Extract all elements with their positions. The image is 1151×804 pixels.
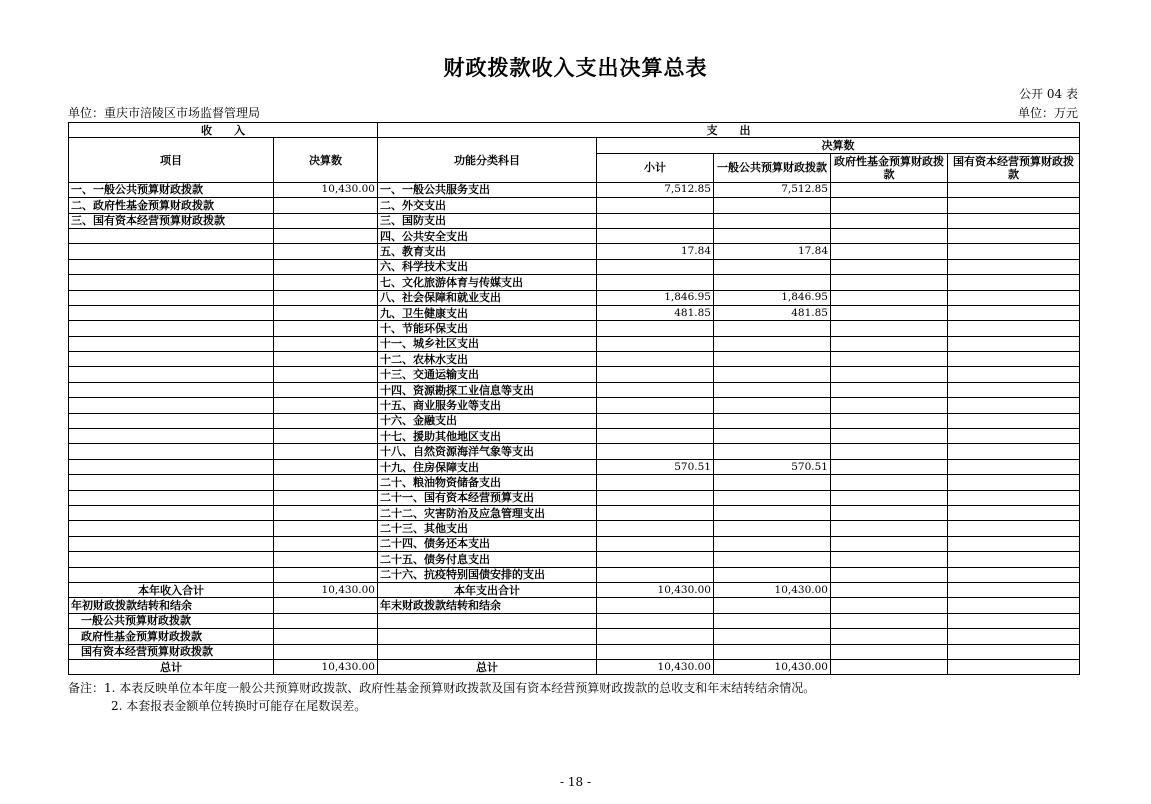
- carry-item-cell: [948, 644, 1080, 659]
- table-body: [69, 182, 1080, 675]
- expense-category: 二十五、债务付息支出: [378, 552, 597, 567]
- expense-gov-fund: [831, 259, 948, 274]
- expense-category: 总计: [378, 659, 597, 674]
- income-item: 二、政府性基金预算财政拨款: [69, 198, 274, 213]
- expense-category: 十三、交通运输支出: [378, 367, 597, 382]
- expense-category: 二十三、其他支出: [378, 521, 597, 536]
- table-row: [69, 305, 1080, 320]
- income-amount: [274, 490, 378, 505]
- expense-category: 十六、金融支出: [378, 413, 597, 428]
- carry-item-amount: [274, 629, 378, 644]
- expense-category: 十、节能环保支出: [378, 321, 597, 336]
- expense-state-capital: [948, 228, 1080, 243]
- expense-subtotal: [597, 444, 714, 459]
- expense-gov-fund: [831, 475, 948, 490]
- carry-item-label: 一般公共预算财政拨款: [69, 613, 274, 628]
- expense-category: 二十、粮油物资储备支出: [378, 475, 597, 490]
- table-row: [69, 259, 1080, 274]
- expense-gov-fund: [831, 182, 948, 197]
- carry-item-amount: [274, 644, 378, 659]
- expense-subtotal: 7,512.85: [597, 182, 714, 197]
- income-amount: [274, 290, 378, 305]
- final-amount-header: 决算数: [274, 138, 378, 182]
- expense-subtotal: [597, 213, 714, 228]
- income-amount: [274, 228, 378, 243]
- expense-gov-fund: [831, 429, 948, 444]
- income-item: [69, 352, 274, 367]
- carry-item-cell: [714, 644, 831, 659]
- expense-gov-fund: [831, 275, 948, 290]
- expense-general-public: [714, 275, 831, 290]
- income-amount: [274, 352, 378, 367]
- table-row: [69, 182, 1080, 197]
- expense-subtotal: 481.85: [597, 305, 714, 320]
- expense-state-capital: [948, 444, 1080, 459]
- table-row: [69, 213, 1080, 228]
- income-item: [69, 305, 274, 320]
- expense-gov-fund: [831, 321, 948, 336]
- carry-end-amount: [831, 598, 948, 613]
- expense-state-capital: [948, 244, 1080, 259]
- income-amount: [274, 552, 378, 567]
- expense-general-public: [714, 536, 831, 551]
- expense-state-capital: [948, 521, 1080, 536]
- income-amount: [274, 413, 378, 428]
- expense-general-public: [714, 444, 831, 459]
- expense-subtotal: 10,430.00: [597, 659, 714, 674]
- carry-item-cell: [948, 629, 1080, 644]
- expense-gov-fund: [831, 552, 948, 567]
- table-row: [69, 659, 1080, 674]
- expense-gov-fund: [831, 505, 948, 520]
- expense-state-capital: [948, 352, 1080, 367]
- expense-general-public: 481.85: [714, 305, 831, 320]
- expense-general-public: 570.51: [714, 459, 831, 474]
- notes: [68, 679, 815, 715]
- income-amount: [274, 305, 378, 320]
- general-public-header: 一般公共预算财政拨款: [714, 153, 831, 182]
- expense-state-capital: [948, 275, 1080, 290]
- expense-category: 二十二、灾害防治及应急管理支出: [378, 505, 597, 520]
- expense-state-capital: [948, 321, 1080, 336]
- income-item: [69, 382, 274, 397]
- expense-subtotal: 570.51: [597, 459, 714, 474]
- table-row: [69, 536, 1080, 551]
- expense-subtotal: [597, 490, 714, 505]
- expense-subtotal: 10,430.00: [597, 582, 714, 597]
- income-item: 一、一般公共预算财政拨款: [69, 182, 274, 197]
- carry-end-label: 年末财政拨款结转和结余: [378, 598, 597, 613]
- currency-unit: 单位：万元: [1017, 106, 1078, 120]
- income-amount: [274, 536, 378, 551]
- expense-general-public: [714, 213, 831, 228]
- expense-category: 四、公共安全支出: [378, 228, 597, 243]
- table-row: [69, 244, 1080, 259]
- expense-category: 七、文化旅游体育与传媒支出: [378, 275, 597, 290]
- income-item: 本年收入合计: [69, 582, 274, 597]
- expense-general-public: [714, 490, 831, 505]
- expense-subtotal: [597, 352, 714, 367]
- expense-category: 二十一、国有资本经营预算支出: [378, 490, 597, 505]
- carry-end-amount: [597, 598, 714, 613]
- category-header: 功能分类科目: [378, 138, 597, 182]
- expense-gov-fund: [831, 582, 948, 597]
- table-row: [69, 228, 1080, 243]
- expense-gov-fund: [831, 305, 948, 320]
- subtotal-header: 小计: [597, 153, 714, 182]
- expense-category: 二、外交支出: [378, 198, 597, 213]
- expense-subtotal: [597, 321, 714, 336]
- expense-gov-fund: [831, 290, 948, 305]
- carry-item-cell: [597, 644, 714, 659]
- carry-item-label: 国有资本经营预算财政拨款: [69, 644, 274, 659]
- expense-category: 十七、援助其他地区支出: [378, 429, 597, 444]
- expense-general-public: [714, 198, 831, 213]
- expense-general-public: [714, 321, 831, 336]
- table-row: [69, 398, 1080, 413]
- expense-general-public: [714, 382, 831, 397]
- expense-category: 十四、资源勘探工业信息等支出: [378, 382, 597, 397]
- expense-state-capital: [948, 567, 1080, 582]
- table-row: [69, 198, 1080, 213]
- expense-category: 十二、农林水支出: [378, 352, 597, 367]
- income-amount: [274, 213, 378, 228]
- expense-gov-fund: [831, 398, 948, 413]
- expense-general-public: [714, 413, 831, 428]
- expense-subtotal: [597, 567, 714, 582]
- expense-subtotal: [597, 198, 714, 213]
- reporting-unit: 单位：重庆市涪陵区市场监督管理局: [68, 106, 261, 120]
- carry-item-cell: [714, 629, 831, 644]
- income-amount: [274, 382, 378, 397]
- income-amount: [274, 505, 378, 520]
- carry-item-cell: [378, 613, 597, 628]
- expense-state-capital: [948, 290, 1080, 305]
- carry-item-cell: [378, 644, 597, 659]
- carry-item-cell: [831, 629, 948, 644]
- expense-general-public: 10,430.00: [714, 582, 831, 597]
- note-1: 备注：1. 本表反映单位本年度一般公共预算财政拨款、政府性基金预算财政拨款及国有资本经营预算财政拨款的总收支和年末结转结余情况。: [68, 681, 816, 695]
- expense-subtotal: [597, 259, 714, 274]
- expense-subtotal: [597, 413, 714, 428]
- expense-general-public: [714, 352, 831, 367]
- income-amount: [274, 321, 378, 336]
- income-item: [69, 413, 274, 428]
- expense-category: 十九、住房保障支出: [378, 459, 597, 474]
- expense-state-capital: [948, 490, 1080, 505]
- income-amount: 10,430.00: [274, 182, 378, 197]
- expense-gov-fund: [831, 567, 948, 582]
- carry-begin-amount: [274, 598, 378, 613]
- expense-general-public: [714, 552, 831, 567]
- income-amount: 10,430.00: [274, 582, 378, 597]
- expense-gov-fund: [831, 198, 948, 213]
- note-2: 2. 本套报表金额单位转换时可能存在尾数误差。: [111, 699, 367, 713]
- income-header: 收 入: [69, 123, 378, 138]
- expense-gov-fund: [831, 459, 948, 474]
- expense-gov-fund: [831, 490, 948, 505]
- expense-subtotal: [597, 336, 714, 351]
- income-item: [69, 321, 274, 336]
- income-item: [69, 367, 274, 382]
- expense-general-public: 17.84: [714, 244, 831, 259]
- income-item: [69, 228, 274, 243]
- income-item: [69, 259, 274, 274]
- expense-category: 本年支出合计: [378, 582, 597, 597]
- income-item: [69, 552, 274, 567]
- expense-category: 八、社会保障和就业支出: [378, 290, 597, 305]
- expense-general-public: [714, 259, 831, 274]
- table-row: [69, 382, 1080, 397]
- income-item: [69, 521, 274, 536]
- income-item: [69, 475, 274, 490]
- income-item: [69, 536, 274, 551]
- expense-state-capital: [948, 413, 1080, 428]
- table-row: [69, 598, 1080, 613]
- income-item: [69, 490, 274, 505]
- income-amount: [274, 275, 378, 290]
- final-group-header: 决算数: [597, 138, 1080, 153]
- income-item: [69, 429, 274, 444]
- expense-general-public: [714, 475, 831, 490]
- income-item: [69, 275, 274, 290]
- carry-item-cell: [831, 613, 948, 628]
- expense-general-public: 1,846.95: [714, 290, 831, 305]
- carry-end-amount: [948, 598, 1080, 613]
- table-row: [69, 444, 1080, 459]
- income-item: [69, 290, 274, 305]
- expense-subtotal: [597, 275, 714, 290]
- expense-state-capital: [948, 198, 1080, 213]
- page-title: 财政拨款收入支出决算总表: [443, 56, 708, 80]
- expense-general-public: 7,512.85: [714, 182, 831, 197]
- expense-state-capital: [948, 659, 1080, 674]
- expense-state-capital: [948, 259, 1080, 274]
- expense-state-capital: [948, 367, 1080, 382]
- expense-category: 十八、自然资源海洋气象等支出: [378, 444, 597, 459]
- form-number: 公开 04 表: [1019, 87, 1078, 101]
- income-amount: [274, 444, 378, 459]
- expense-general-public: [714, 521, 831, 536]
- expense-general-public: [714, 367, 831, 382]
- expense-state-capital: [948, 582, 1080, 597]
- expense-gov-fund: [831, 336, 948, 351]
- carry-item-cell: [597, 629, 714, 644]
- expense-subtotal: 1,846.95: [597, 290, 714, 305]
- table-row: [69, 567, 1080, 582]
- expense-header: 支 出: [378, 123, 1080, 138]
- carry-end-amount: [714, 598, 831, 613]
- expense-subtotal: [597, 382, 714, 397]
- carry-item-amount: [274, 613, 378, 628]
- expense-category: 二十四、债务还本支出: [378, 536, 597, 551]
- expense-state-capital: [948, 429, 1080, 444]
- table-row: [69, 490, 1080, 505]
- expense-gov-fund: [831, 382, 948, 397]
- expense-gov-fund: [831, 521, 948, 536]
- expense-state-capital: [948, 182, 1080, 197]
- income-amount: [274, 367, 378, 382]
- page-number: - 18 -: [559, 775, 591, 789]
- expense-subtotal: [597, 398, 714, 413]
- income-amount: 10,430.00: [274, 659, 378, 674]
- expense-state-capital: [948, 552, 1080, 567]
- carry-item-cell: [378, 629, 597, 644]
- income-amount: [274, 459, 378, 474]
- expense-category: 六、科学技术支出: [378, 259, 597, 274]
- expense-subtotal: [597, 228, 714, 243]
- table-row: [69, 505, 1080, 520]
- expense-state-capital: [948, 459, 1080, 474]
- carry-begin-label: 年初财政拨款结转和结余: [69, 598, 274, 613]
- expense-gov-fund: [831, 228, 948, 243]
- expense-state-capital: [948, 398, 1080, 413]
- expense-state-capital: [948, 305, 1080, 320]
- expense-category: 九、卫生健康支出: [378, 305, 597, 320]
- table-row: [69, 582, 1080, 597]
- expense-subtotal: 17.84: [597, 244, 714, 259]
- income-item: [69, 444, 274, 459]
- table-row: [69, 367, 1080, 382]
- income-item: [69, 336, 274, 351]
- state-capital-header: 国有资本经营预算财政拨款: [948, 153, 1080, 182]
- expense-general-public: [714, 567, 831, 582]
- expense-gov-fund: [831, 659, 948, 674]
- expense-gov-fund: [831, 536, 948, 551]
- carry-item-cell: [714, 613, 831, 628]
- table-row: [69, 352, 1080, 367]
- expense-general-public: [714, 336, 831, 351]
- expense-gov-fund: [831, 213, 948, 228]
- expense-state-capital: [948, 382, 1080, 397]
- expense-category: 十五、商业服务业等支出: [378, 398, 597, 413]
- income-item: [69, 567, 274, 582]
- income-item: [69, 505, 274, 520]
- budget-table: [68, 122, 1080, 675]
- table-row: [69, 644, 1080, 659]
- expense-gov-fund: [831, 367, 948, 382]
- income-amount: [274, 336, 378, 351]
- income-amount: [274, 567, 378, 582]
- income-item: [69, 459, 274, 474]
- expense-state-capital: [948, 505, 1080, 520]
- table-row: [69, 429, 1080, 444]
- carry-item-cell: [597, 613, 714, 628]
- expense-general-public: [714, 505, 831, 520]
- table-row: [69, 552, 1080, 567]
- expense-gov-fund: [831, 352, 948, 367]
- income-amount: [274, 475, 378, 490]
- expense-state-capital: [948, 213, 1080, 228]
- expense-subtotal: [597, 536, 714, 551]
- table-row: [69, 629, 1080, 644]
- table-row: [69, 459, 1080, 474]
- income-amount: [274, 198, 378, 213]
- expense-state-capital: [948, 475, 1080, 490]
- carry-item-cell: [948, 613, 1080, 628]
- income-item: [69, 244, 274, 259]
- expense-general-public: [714, 429, 831, 444]
- income-item: [69, 398, 274, 413]
- expense-subtotal: [597, 475, 714, 490]
- gov-fund-header: 政府性基金预算财政拨款: [831, 153, 948, 182]
- expense-subtotal: [597, 429, 714, 444]
- table-row: [69, 290, 1080, 305]
- expense-general-public: 10,430.00: [714, 659, 831, 674]
- carry-item-label: 政府性基金预算财政拨款: [69, 629, 274, 644]
- income-amount: [274, 398, 378, 413]
- expense-subtotal: [597, 521, 714, 536]
- expense-general-public: [714, 398, 831, 413]
- table-row: [69, 275, 1080, 290]
- expense-category: 五、教育支出: [378, 244, 597, 259]
- expense-subtotal: [597, 367, 714, 382]
- table-row: [69, 613, 1080, 628]
- expense-gov-fund: [831, 444, 948, 459]
- table-row: [69, 521, 1080, 536]
- income-amount: [274, 244, 378, 259]
- expense-subtotal: [597, 552, 714, 567]
- expense-gov-fund: [831, 244, 948, 259]
- table-row: [69, 475, 1080, 490]
- table-row: [69, 321, 1080, 336]
- item-header: 项目: [69, 138, 274, 182]
- expense-state-capital: [948, 536, 1080, 551]
- income-item: 总计: [69, 659, 274, 674]
- income-amount: [274, 259, 378, 274]
- expense-category: 十一、城乡社区支出: [378, 336, 597, 351]
- income-item: 三、国有资本经营预算财政拨款: [69, 213, 274, 228]
- expense-category: 三、国防支出: [378, 213, 597, 228]
- expense-state-capital: [948, 336, 1080, 351]
- expense-general-public: [714, 228, 831, 243]
- table-row: [69, 413, 1080, 428]
- expense-subtotal: [597, 505, 714, 520]
- income-amount: [274, 429, 378, 444]
- carry-item-cell: [831, 644, 948, 659]
- expense-category: 二十六、抗疫特别国债安排的支出: [378, 567, 597, 582]
- income-amount: [274, 521, 378, 536]
- expense-category: 一、一般公共服务支出: [378, 182, 597, 197]
- table-row: [69, 336, 1080, 351]
- expense-gov-fund: [831, 413, 948, 428]
